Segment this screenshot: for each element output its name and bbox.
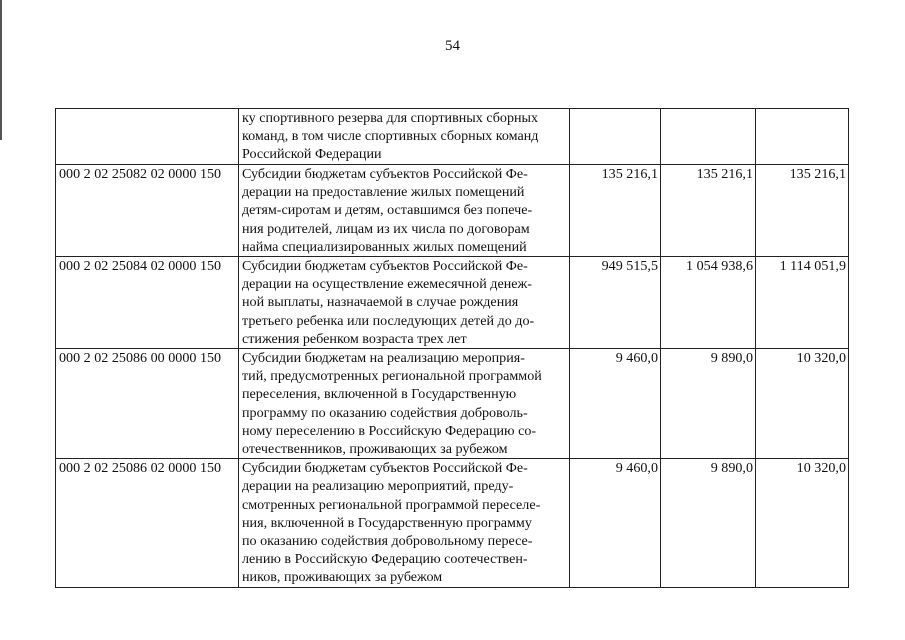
budget-revenue-table: [55, 108, 849, 588]
amount-year1-cell: [570, 109, 661, 165]
amount-year3-cell: [756, 109, 849, 165]
description-cell: ку спортивного резерва для спортивных сборных команд, в том числе спортивных сборных команд Российской Федерации: [239, 109, 570, 165]
description-cell: Субсидии бюджетам на реализацию мероприя- тий, предусмотренных региональной программой переселения, включенной в Государственную программу по оказанию содействия доброволь- ному переселению в Российскую Федерацию со- отечественников, проживающих за рубежом: [239, 349, 570, 459]
budget-code-cell: 000 2 02 25086 00 0000 150: [56, 349, 239, 459]
table-row: [56, 459, 849, 587]
amount-year2-cell: 135 216,1: [661, 165, 756, 257]
amount-year1-cell: 949 515,5: [570, 257, 661, 349]
page-edge-line: [0, 0, 2, 140]
budget-code-cell: 000 2 02 25084 02 0000 150: [56, 257, 239, 349]
budget-code-cell: 000 2 02 25082 02 0000 150: [56, 165, 239, 257]
description-cell: Субсидии бюджетам субъектов Российской Фе- дерации на предоставление жилых помещений детям-сиротам и детям, оставшимся без попече- ния родителей, лицам из их числа по договорам найма специализированных жилых помещений: [239, 165, 570, 257]
amount-year3-cell: 135 216,1: [756, 165, 849, 257]
amount-year3-cell: 1 114 051,9: [756, 257, 849, 349]
budget-code-cell: [56, 109, 239, 165]
amount-year2-cell: [661, 109, 756, 165]
table-row: [56, 257, 849, 349]
amount-year3-cell: 10 320,0: [756, 349, 849, 459]
amount-year1-cell: 9 460,0: [570, 349, 661, 459]
amount-year1-cell: 135 216,1: [570, 165, 661, 257]
budget-code-cell: 000 2 02 25086 02 0000 150: [56, 459, 239, 587]
table-row: [56, 109, 849, 165]
amount-year2-cell: 1 054 938,6: [661, 257, 756, 349]
amount-year1-cell: 9 460,0: [570, 459, 661, 587]
amount-year2-cell: 9 890,0: [661, 459, 756, 587]
table-row: [56, 349, 849, 459]
table-row: [56, 165, 849, 257]
amount-year3-cell: 10 320,0: [756, 459, 849, 587]
description-cell: Субсидии бюджетам субъектов Российской Фе- дерации на осуществление ежемесячной денеж- ной выплаты, назначаемой в случае рождения третьего ребенка или последующих детей до до- стижения ребенком возраста трех лет: [239, 257, 570, 349]
amount-year2-cell: 9 890,0: [661, 349, 756, 459]
page-number: 54: [445, 38, 460, 54]
description-cell: Субсидии бюджетам субъектов Российской Фе- дерации на реализацию мероприятий, преду- смотренных региональной программой переселе- ния, включенной в Государственную программу по оказанию содействия добровольному пересе- лению в Российскую Федерацию соотечествен- ников, проживающих за рубежом: [239, 459, 570, 587]
